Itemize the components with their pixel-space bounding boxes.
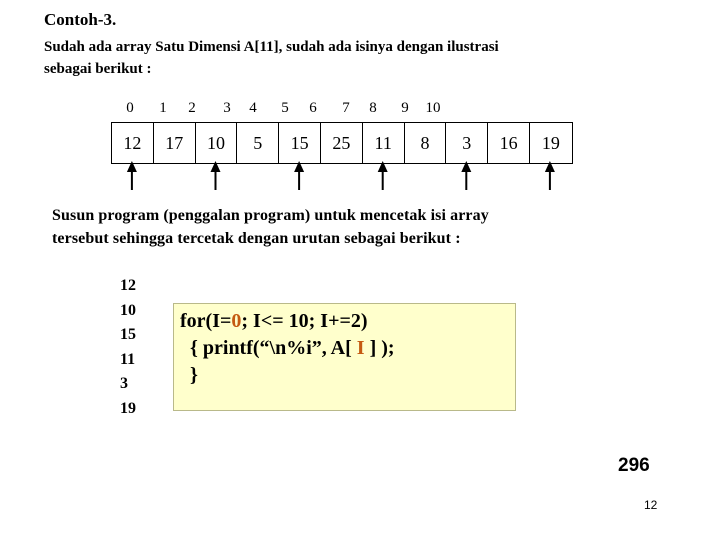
array-illustration	[111, 122, 573, 164]
code-block	[180, 308, 395, 389]
slide-title: Contoh-3.	[44, 10, 117, 29]
array-cell: 17	[154, 123, 196, 163]
array-index-label: 6	[309, 100, 317, 116]
array-cell: 8	[405, 123, 447, 163]
output-line: 19	[120, 399, 136, 417]
expected-output	[120, 274, 136, 421]
array-cell: 12	[112, 123, 154, 163]
output-line: 3	[120, 375, 128, 392]
array-cell: 25	[321, 123, 363, 163]
array-cell: 15	[279, 123, 321, 163]
array-index-label: 9	[401, 100, 409, 116]
up-arrow-icon	[294, 161, 304, 190]
up-arrow-icon	[461, 161, 471, 190]
up-arrow-icon	[378, 161, 388, 190]
output-line: 11	[120, 350, 136, 368]
array-index-label: 7	[342, 100, 350, 116]
up-arrow-icon	[545, 161, 555, 190]
array-index-label: 8	[369, 100, 377, 116]
output-line: 12	[120, 277, 136, 294]
task-text	[52, 204, 672, 250]
up-arrow-icon	[211, 161, 221, 190]
array-cell: 10	[196, 123, 238, 163]
intro-text	[44, 36, 644, 80]
code-line-1: for(I=0; I<= 10; I+=2)	[180, 310, 368, 332]
array-index-label: 10	[425, 100, 441, 116]
array-cell: 19	[541, 132, 560, 153]
page-number: 296	[618, 455, 650, 476]
array-index-label: 3	[223, 100, 231, 116]
intro-line-2: sebagai berikut :	[44, 61, 152, 77]
code-line-2: { printf(“\n%i”, A[ I ] );	[180, 337, 395, 359]
slide-number: 12	[644, 498, 658, 512]
array-cell: 11	[363, 123, 405, 163]
output-line: 10	[120, 301, 136, 319]
intro-line-1: Sudah ada array Satu Dimensi A[11], sudah ada isinya dengan ilustrasi	[44, 39, 499, 55]
code-line-3: }	[180, 364, 198, 386]
task-line-1: Susun program (penggalan program) untuk mencetak isi array	[52, 207, 489, 224]
array-index-label: 1	[159, 100, 167, 116]
array-index-label: 4	[249, 100, 257, 116]
up-arrow-icon	[127, 161, 137, 190]
output-line: 15	[120, 326, 136, 343]
task-line-2: tersebut sehingga tercetak dengan urutan sebagai berikut :	[52, 230, 461, 247]
array-cell: 3	[446, 123, 488, 163]
array-index-label: 0	[126, 100, 134, 116]
array-index-label: 5	[281, 100, 289, 116]
array-index-label: 2	[188, 100, 196, 116]
index-arrows	[0, 160, 720, 200]
array-cell: 5	[237, 123, 279, 163]
array-cell: 16	[488, 123, 530, 163]
